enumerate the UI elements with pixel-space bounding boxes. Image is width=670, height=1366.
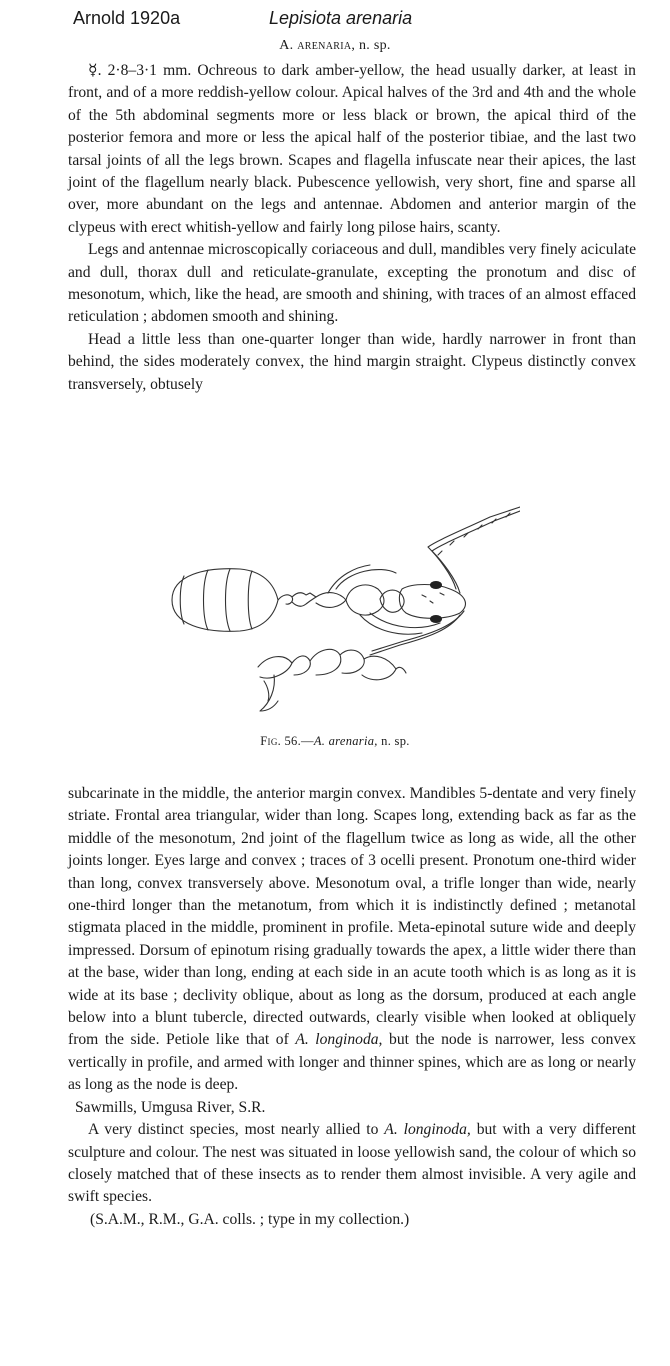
figure-label: Fig. 56.— [260, 734, 314, 748]
author-citation: Arnold 1920a [73, 8, 181, 28]
locality: Sawmills, Umgusa River, S.R. [75, 1098, 266, 1116]
ant-figure [160, 505, 520, 720]
continuation-text-1: subcarinate in the middle, the anterior margin convex. Mandibles 5-dentate and very finely striate. Frontal area triangular, wider than long. Scapes long, extending back as far as the middle of the mesonotum, 2nd joint of the flagellum twice as long as wide, all the other joints longer. Eyes large and convex ; traces of 3 ocelli present. Pronotum one-third wider than long, convex transversely above. Mesonotum oval, a trifle longer than wide, nearly one-third longer than the metanotum, from which it is indistinctly defined ; metanotal stigmata placed in the middle, prominent in profile. Meta-epinotal suture wide and deeply impressed. Dorsum of epinotum rising gradually towards the apex, a little wider there than at the base, wider than long, ending at each side in an acute tooth which is as long as it is wide at its base ; declivity oblique, about as long as the dorsum, produced at each angle below into a blunt tubercle, directed outwards, clearly visible when looked at obliquely from the side. Petiole like that of [68, 785, 636, 1049]
paragraph-coloration-text: 2·8–3·1 mm. Ochreous to dark amber-yellow, the head usually darker, at least in front, and of a more reddish-yellow colour. Apical halves of the 3rd and 4th and the whole of the 5th abdominal segments more or less black or brown, the apical third of the posterior femora and more or less the apical half of the posterior tibiae, and the last two tarsal joints of all the legs brown. Scapes and flagella infuscate near their apices, the last joint of the flagellum nearly black. Pubescence yellowish, very short, fine and sparse all over, more abundant on the legs and antennae. Abdomen and anterior margin of the clypeus with erect whitish-yellow and fairly long pilose hairs, scanty. [68, 62, 636, 236]
taxon-name: Lepisiota arenaria [269, 8, 413, 28]
head-drawing [399, 585, 465, 619]
paragraph-continuation [68, 783, 636, 1097]
species-heading-status: n. sp. [358, 38, 391, 53]
remarks-text-1: A very distinct species, most nearly allied to [88, 1121, 379, 1139]
species-reference: A. longinoda, [295, 1031, 383, 1049]
figure-caption [0, 734, 670, 749]
remarks-text-2: but with a very different sculpture and colour. The nest was situated in loose yellowish sand, the colour of which so closely matched that of these insects as to render them almost invisible. A very agile and swift species. [68, 1121, 637, 1206]
species-heading-name: A. arenaria, [279, 38, 356, 53]
collections-note: (S.A.M., R.M., G.A. colls. ; type in my collection.) [90, 1210, 410, 1228]
paragraph-head: Head a little less than one-quarter longer than wide, hardly narrower in front than behind, the sides moderately convex, the hind margin straight. Clypeus distinctly convex transversely, obtusely [68, 330, 636, 393]
gaster-drawing [172, 569, 278, 632]
paragraph-coloration [68, 60, 636, 239]
paragraph-sculpture: Legs and antennae microscopically coriaceous and dull, mandibles very finely aciculate and dull, thorax dull and reticulate-granulate, excepting the pronotum and disc of mesonotum, which, like the head, are smooth and shining, with traces of an almost effaced reticulation ; abdomen smooth and shining. [68, 241, 636, 326]
figure-status: n. sp. [381, 734, 410, 748]
page-header [73, 8, 633, 32]
description-top [68, 60, 636, 396]
figure-species: A. arenaria, [313, 734, 378, 748]
worker-symbol: ☿. [88, 62, 102, 79]
continuation-text-2: but the node is narrower, less convex vertically in profile, and armed with longer and thinner spines, which are as long or nearly as long as the node is deep. [68, 1031, 636, 1094]
profile-drawing [258, 649, 406, 711]
species-heading [0, 38, 670, 54]
species-reference: A. longinoda, [384, 1121, 471, 1139]
description-continued [68, 783, 636, 1231]
paragraph-remarks [68, 1119, 636, 1209]
thorax-drawing [278, 585, 404, 615]
